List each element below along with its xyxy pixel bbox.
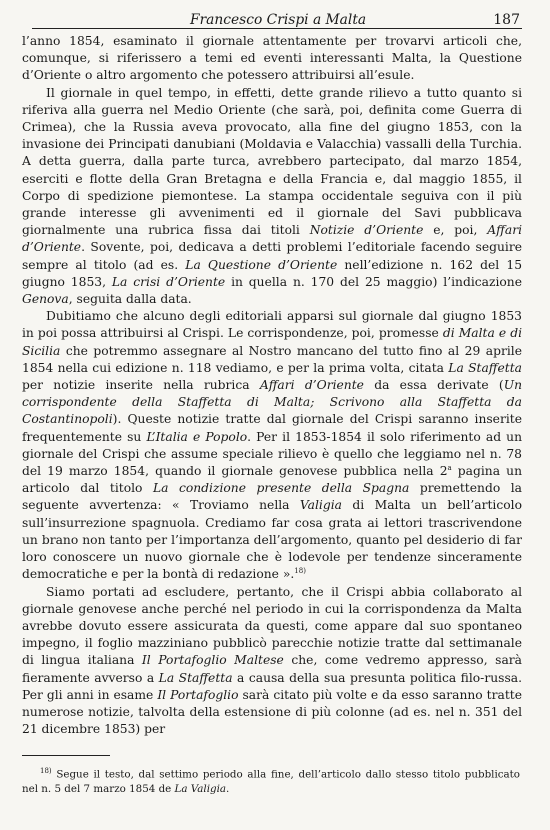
text-run: , seguita dalla data. [68, 292, 192, 307]
text-run: Dubitiamo che alcuno degli editoriali apparsi sul giornale dal giugno 1853 in poi possa attribuirsi al Crispi. Le corrispondenze, poi, promesse [22, 309, 522, 341]
paragraph [22, 33, 522, 85]
paragraph [22, 584, 522, 739]
page-number: 187 [493, 12, 520, 28]
italic-text: Affari d’Oriente [22, 223, 523, 255]
italic-text: Affari d’Oriente [259, 378, 364, 393]
italic-text: La Staffetta [158, 670, 233, 685]
text-run: a causa della sua presunta politica filo-russa. Per gli anni in esame [22, 670, 523, 702]
italic-text: Valigia [299, 498, 343, 513]
text-run: nell’edizione n. 162 del 15 giugno 1853, [22, 257, 523, 289]
text-run: e, poi, [423, 223, 488, 238]
text-run: sarà citato più volte e da esso saranno tratte numerose notizie, talvolta della estensione di più colonne (ad es. nel n. 351 del 21 dicembre 1853) per [22, 687, 522, 737]
italic-text: di Malta e di Sicilia [22, 326, 522, 358]
text-run: premettendo la seguente avvertenza: « Troviamo nella [22, 481, 523, 513]
italic-text: La Questione d’Oriente [185, 257, 338, 272]
running-title: Francesco Crispi a Malta [190, 12, 367, 28]
italic-text: Genova [22, 292, 69, 307]
text-run: . Per il 1853-1854 il solo riferimento ad un giornale del Crispi che assume speciale rilievo è quello che leggiamo nel n. 78 del 19 marzo 1854, quando il giornale genovese pubblica nella 2 [22, 429, 523, 479]
footnote-divider [22, 755, 110, 756]
italic-text: Notizie d’Oriente [309, 223, 424, 238]
footnote [22, 764, 520, 796]
text-run: in quella n. 170 del 25 maggio) l’indicazione [225, 274, 522, 289]
italic-text: Un corrispondente della Staffetta di Malta; Scrivono alla Staffetta da Costantinopoli [22, 378, 522, 427]
italic-text: La condizione presente della Spagna [152, 481, 410, 496]
text-run: per notizie inserite nella rubrica [22, 378, 260, 393]
body-text [22, 33, 522, 738]
text-run: Siamo portati ad escludere, pertanto, che il Crispi abbia collaborato al giornale genovese anche perché nel periodo in cui la corrispondenza da Malta avrebbe dovuto essere assicurata da questi, come appare dal suo spontaneo impegno, il foglio mazziniano pubblicò parecchie notizie tratte dal settimanale di lingua italiana [22, 584, 522, 668]
paragraph [22, 85, 522, 309]
superscript: 18) [294, 567, 306, 576]
text-run: l’anno 1854, esaminato il giornale attentamente per trovarvi articoli che, comunque, si riferissero a temi ed eventi interessanti Malta, la Questione d’Oriente o altro argomento che potessero attribuirsi all’esule. [22, 34, 522, 83]
superscript: a [447, 463, 452, 472]
text-run: da essa derivate ( [363, 378, 504, 393]
text-run: Segue il testo, dal settimo periodo alla fine, dell’articolo dallo stesso titolo pubblicato nel n. 5 del 7 marzo 1854 de [22, 768, 520, 795]
italic-text: Il Portafoglio [157, 687, 239, 702]
text-run: ). Queste notizie tratte dal giornale del Crispi saranno inserite frequentemente su [22, 412, 522, 444]
italic-text: La Staffetta [448, 360, 522, 375]
text-run: . Sovente, poi, dedicava a detti problemi l’editoriale facendo seguire sempre al titolo (ad es. [22, 240, 522, 272]
footnote-marker: 18) [40, 767, 52, 775]
running-header [32, 0, 522, 29]
italic-text: La Valigia [174, 782, 227, 795]
italic-text: La crisi d’Oriente [111, 274, 226, 289]
text-run: che, come vedremo appresso, sarà fieramente avverso a [22, 653, 522, 685]
text-run: . [226, 782, 230, 795]
paragraph [22, 308, 522, 583]
text-run: pagina un articolo dal titolo [22, 464, 522, 496]
text-run: Il giornale in quel tempo, in effetti, dette grande rilievo a tutto quanto si riferiva alla guerra nel Medio Oriente (che sarà, poi, definita come Guerra di Crimea), che la Russia aveva provocato, alla fine del giugno 1853, con la invasione dei Principati danubiani (Moldavia e Valacchia) vassalli della Turchia. A detta guerra, dalla parte turca, avrebbero partecipato, dal marzo 1854, eserciti e flotte della Gran Bretagna e della Francia e, dal maggio 1855, il Corpo di spedizione piemontese. La stampa occidentale seguiva con il più grande interesse gli avvenimenti ed il giornale del Savi pubblicava giornalmente una rubrica fissa dai titoli [22, 85, 522, 238]
text-run: di Malta un bell’articolo sull’insurrezione spagnuola. Crediamo far cosa grata ai lettori trascrivendone un brano non tanto per l’importanza dell’argomento, quanto pel desiderio di far loro conoscere un nuovo giornale che è lodevole per tendenze sinceramente democratiche e per la bontà di redazione ». [22, 498, 522, 582]
italic-text: L’Italia e Popolo [146, 429, 248, 444]
italic-text: Il Portafoglio Maltese [141, 653, 284, 668]
text-run: che potremmo assegnare al Nostro mancano del tutto fino al 29 aprile 1854 nella cui edizione n. 118 vediamo, e per la prima volta, citata [22, 343, 522, 375]
